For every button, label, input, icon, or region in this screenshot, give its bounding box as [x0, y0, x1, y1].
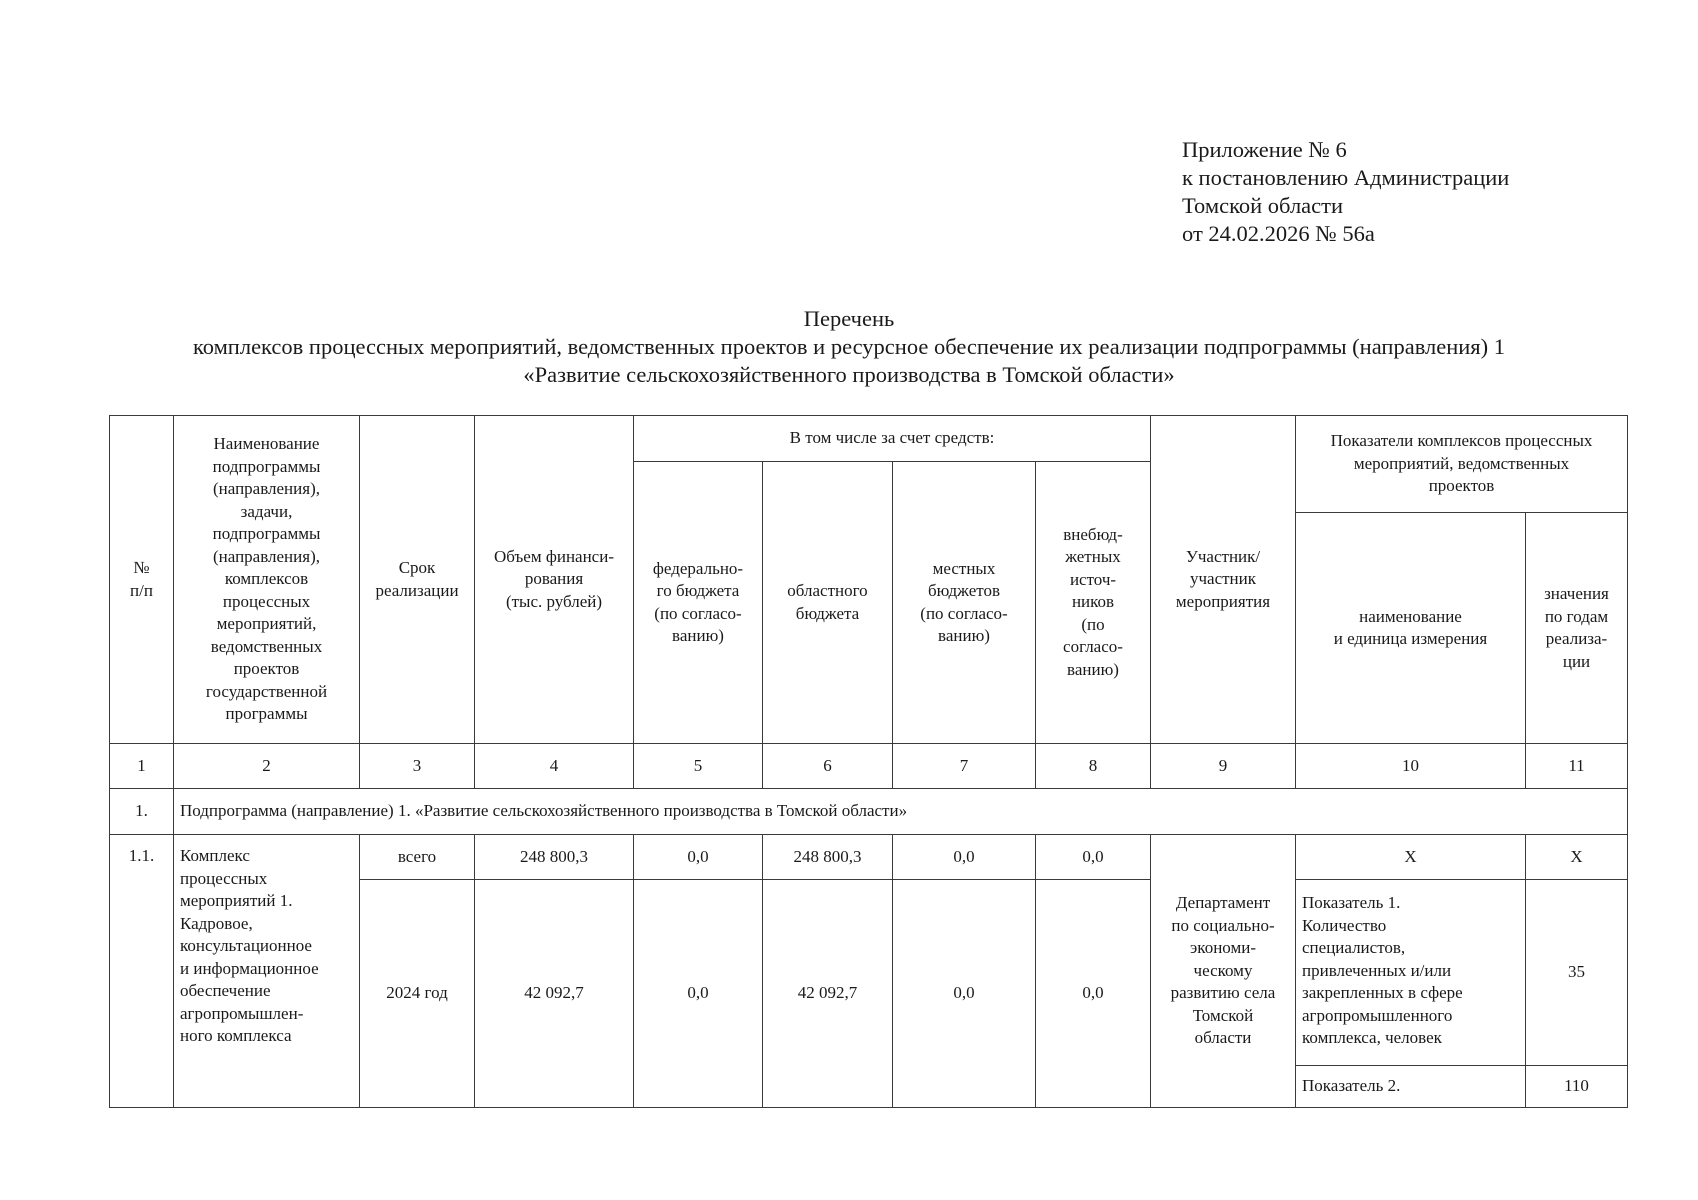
header-volume: Объем финанси- рования (тыс. рублей): [475, 416, 634, 744]
column-number: 10: [1296, 744, 1526, 789]
appendix-block: [1182, 136, 1509, 248]
row-regional-2024: 42 092,7: [763, 880, 893, 1108]
header-term: Срок реализации: [360, 416, 475, 744]
header-row-1: [110, 416, 1628, 462]
row-volume-total: 248 800,3: [475, 835, 634, 880]
column-number: 8: [1036, 744, 1151, 789]
header-indicator-values: значения по годам реализа- ции: [1526, 513, 1628, 744]
column-number: 5: [634, 744, 763, 789]
indicator-2-name: Показатель 2.: [1296, 1066, 1526, 1108]
row-indicator-name-total: Х: [1296, 835, 1526, 880]
column-number: 7: [893, 744, 1036, 789]
indicator-1-name: Показатель 1. Количество специалистов, привлеченных и/или закрепленных в сфере агропромышленного комплекса, человек: [1296, 880, 1526, 1066]
appendix-line: Томской области: [1182, 193, 1344, 218]
row-extra-total: 0,0: [1036, 835, 1151, 880]
header-local: местных бюджетов (по согласо- ванию): [893, 462, 1036, 744]
header-indicator-name: наименование и единица измерения: [1296, 513, 1526, 744]
header-extra: внебюд- жетных источ- ников (по согласо- ванию): [1036, 462, 1151, 744]
indicator-1-value: 35: [1526, 880, 1628, 1066]
row-volume-2024: 42 092,7: [475, 880, 634, 1108]
header-regional: областного бюджета: [763, 462, 893, 744]
document-heading: [100, 305, 1598, 389]
header-indicators: Показатели комплексов процессных мероприятий, ведомственных проектов: [1296, 416, 1628, 513]
header-num: № п/п: [110, 416, 174, 744]
section-row: [110, 789, 1628, 835]
indicator-2-value: 110: [1526, 1066, 1628, 1108]
row-num: 1.1.: [110, 835, 174, 1108]
row-federal-2024: 0,0: [634, 880, 763, 1108]
header-federal: федерально- го бюджета (по согласо- ванию): [634, 462, 763, 744]
column-number: 9: [1151, 744, 1296, 789]
row-federal-total: 0,0: [634, 835, 763, 880]
row-regional-total: 248 800,3: [763, 835, 893, 880]
header-participant: Участник/ участник мероприятия: [1151, 416, 1296, 744]
column-number: 11: [1526, 744, 1628, 789]
heading-subtitle: комплексов процессных мероприятий, ведомственных проектов и ресурсное обеспечение их реализации подпрограммы (направления) 1: [192, 334, 1506, 359]
heading-program-name: «Развитие сельскохозяйственного производства в Томской области»: [523, 362, 1175, 387]
column-number: 2: [174, 744, 360, 789]
column-number: 1: [110, 744, 174, 789]
appendix-line: к постановлению Администрации: [1182, 165, 1510, 190]
programs-table: [109, 415, 1628, 1108]
row-local-total: 0,0: [893, 835, 1036, 880]
row-local-2024: 0,0: [893, 880, 1036, 1108]
table-row-total: [110, 835, 1628, 880]
section-title: Подпрограмма (направление) 1. «Развитие сельскохозяйственного производства в Томской области»: [174, 789, 1628, 835]
column-number: 4: [475, 744, 634, 789]
row-term-total: всего: [360, 835, 475, 880]
row-term-2024: 2024 год: [360, 880, 475, 1108]
column-numbers-row: [110, 744, 1628, 789]
appendix-line: от 24.02.2026 № 56а: [1182, 221, 1375, 246]
header-including: В том числе за счет средств:: [634, 416, 1151, 462]
row-participant: Департамент по социально- экономи- ческому развитию села Томской области: [1151, 835, 1296, 1108]
column-number: 6: [763, 744, 893, 789]
row-extra-2024: 0,0: [1036, 880, 1151, 1108]
row-indicator-value-total: Х: [1526, 835, 1628, 880]
heading-title: Перечень: [803, 306, 895, 331]
header-name: Наименование подпрограммы (направления), задачи, подпрограммы (направления), комплексов процессных мероприятий, ведомственных проектов государственной программы: [174, 416, 360, 744]
section-num: 1.: [110, 789, 174, 835]
row-program-name: Комплекс процессных мероприятий 1. Кадровое, консультационное и информационное обеспечение агропромышлен- ного комплекса: [174, 835, 360, 1108]
appendix-line: Приложение № 6: [1182, 137, 1347, 162]
column-number: 3: [360, 744, 475, 789]
